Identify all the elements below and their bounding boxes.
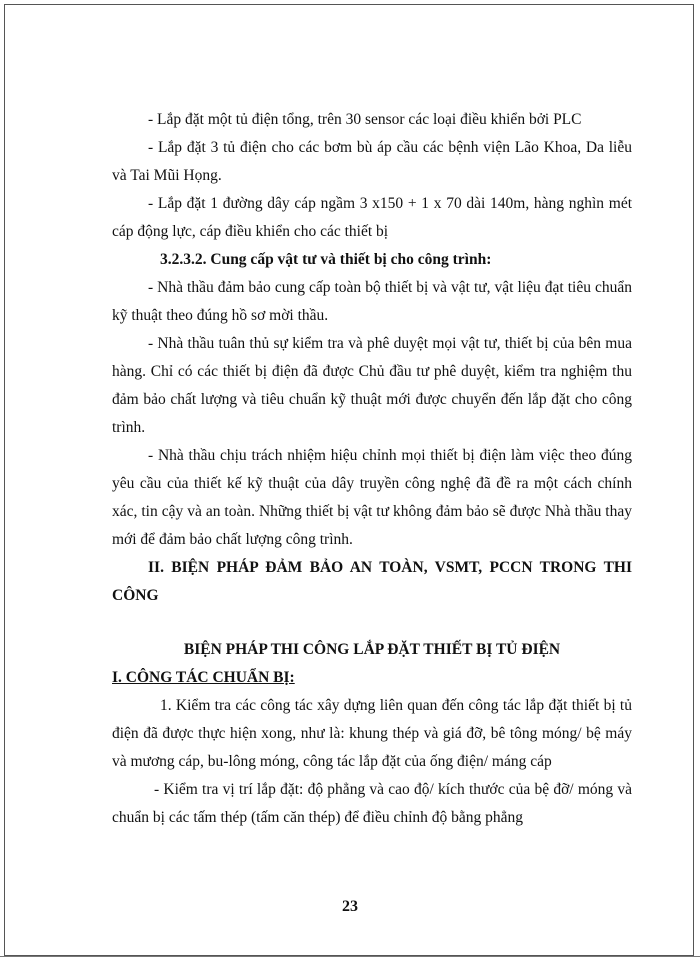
paragraph-bullet-1: - Lắp đặt một tủ điện tổng, trên 30 sensor các loại điều khiển bởi PLC [148,111,582,128]
section-3232-paragraph-2: - Nhà thầu tuân thủ sự kiểm tra và phê duyệt mọi vật tư, thiết bị của bên mua hàng. Chỉ có các thiết bị điện đã được Chủ đầu tư phê duyệt, kiểm tra nghiệm thu đảm bảo chất lượng và tiêu chuẩn kỹ thuật mới được chuyển đến lắp đặt cho công trình. [112,335,632,436]
section-I-paragraph-1: 1. Kiểm tra các công tác xây dựng liên quan đến công tác lắp đặt thiết bị tủ điện đã được thực hiện xong, như là: khung thép và giá đỡ, bê tông móng/ bệ máy và mương cáp, bu-lông móng, công tác lắp đặt của ống điện/ máng cáp [112,697,632,770]
section-title: BIỆN PHÁP THI CÔNG LẮP ĐẶT THIẾT BỊ TỦ ĐIỆN [183,641,561,658]
section-3232-paragraph-1: - Nhà thầu đảm bảo cung cấp toàn bộ thiết bị và vật tư, vật liệu đạt tiêu chuẩn kỹ thuật theo đúng hồ sơ mời thầu. [112,279,632,324]
section-II-heading: II. BIỆN PHÁP ĐẢM BẢO AN TOÀN, VSMT, PCCN TRONG THI CÔNG [112,559,632,604]
paragraph-bullet-3: - Lắp đặt 1 đường dây cáp ngầm 3 x150 + 1 x 70 dài 140m, hàng nghìn mét cáp động lực, cáp điều khiển cho các thiết bị [112,195,632,240]
section-3232-paragraph-3: - Nhà thầu chịu trách nhiệm hiệu chỉnh mọi thiết bị điện làm việc theo đúng yêu cầu của thiết kế kỹ thuật của dây truyền công nghệ đã đề ra một cách chính xác, tin cậy và an toàn. Những thiết bị vật tư không đảm bảo sẽ được Nhà thầu thay mới để đảm bảo chất lượng công trình. [112,447,632,548]
document-page [112,106,632,832]
page-number: 23 [342,898,358,915]
section-I-paragraph-2: - Kiểm tra vị trí lắp đặt: độ phẳng và cao độ/ kích thước của bệ đỡ/ móng và chuẩn bị các tấm thép (tấm căn thép) để điều chỉnh độ bằng phẳng [112,781,632,826]
paragraph-bullet-2: - Lắp đặt 3 tủ điện cho các bơm bù áp cầu các bệnh viện Lão Khoa, Da liễu và Tai Mũi Họng. [112,139,632,184]
section-3232-heading: 3.2.3.2. Cung cấp vật tư và thiết bị cho công trình: [160,251,492,268]
bottom-rule [0,956,700,957]
section-I-heading: I. CÔNG TÁC CHUẨN BỊ: [112,669,295,686]
